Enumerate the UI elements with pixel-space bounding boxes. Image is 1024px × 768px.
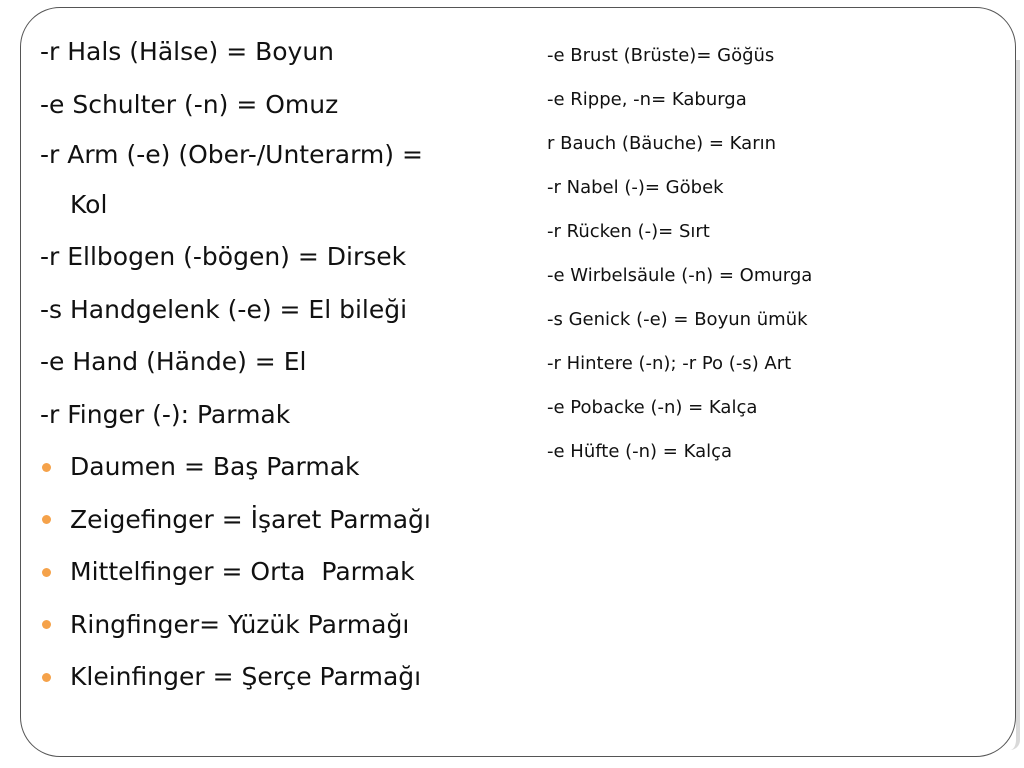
bullet-item-label: Kleinfinger = Şerçe Parmağı (70, 662, 422, 691)
left-vocabulary-column (40, 26, 510, 704)
vocab-line-brust: -e Brust (Brüste)= Göğüs (547, 45, 775, 66)
bullet-item-daumen (40, 441, 510, 494)
vocab-line-finger: -r Finger (-): Parmak (40, 399, 291, 429)
vocab-line-ellbogen: -r Ellbogen (-bögen) = Dirsek (40, 242, 407, 271)
vocab-line-ruecken: -r Rücken (-)= Sırt (547, 221, 710, 242)
bullet-dot-icon (42, 620, 51, 629)
vocab-line-bauch: r Bauch (Bäuche) = Karın (547, 133, 776, 154)
vocab-line-handgelenk: -s Handgelenk (-e) = El bileği (40, 294, 408, 324)
right-vocabulary-column (547, 34, 987, 474)
frame-shadow (1010, 60, 1020, 750)
bullet-dot-icon (42, 515, 51, 524)
vocab-line-hintere: -r Hintere (-n); -r Po (-s) Art (547, 353, 792, 374)
bullet-dot-icon (42, 568, 51, 577)
bullet-item-label: Ringfinger= Yüzük Parmağı (70, 609, 410, 639)
vocab-line-hand: -e Hand (Hände) = El (40, 347, 307, 376)
bullet-item-zeigefinger (40, 494, 510, 547)
bullet-item-label: Daumen = Baş Parmak (70, 452, 360, 481)
vocab-line-arm: -r Arm (-e) (Ober-/Unterarm) = (40, 140, 423, 169)
bullet-dot-icon (42, 463, 51, 472)
bullet-item-label: Zeigefinger = İşaret Parmağı (70, 504, 431, 534)
vocab-line-genick: -s Genick (-e) = Boyun ümük (547, 309, 808, 330)
vocab-line-nabel: -r Nabel (-)= Göbek (547, 177, 724, 198)
vocab-line-pobacke: -e Pobacke (-n) = Kalça (547, 397, 758, 418)
vocab-line-huefte: -e Hüfte (-n) = Kalça (547, 441, 733, 462)
vocab-line-rippe: -e Rippe, -n= Kaburga (547, 89, 747, 110)
bullet-item-mittelfinger (40, 546, 510, 599)
bullet-item-ringfinger (40, 599, 510, 652)
bullet-dot-icon (42, 673, 51, 682)
vocab-line-wirbelsaeule: -e Wirbelsäule (-n) = Omurga (547, 265, 813, 286)
vocab-line-schulter: -e Schulter (-n) = Omuz (40, 89, 339, 119)
vocab-line-hals: -r Hals (Hälse) = Boyun (40, 37, 335, 66)
bullet-item-label: Mittelfinger = Orta Parmak (70, 557, 415, 586)
bullet-item-kleinfinger (40, 651, 510, 704)
vocab-line-arm-continued: Kol (70, 190, 108, 219)
